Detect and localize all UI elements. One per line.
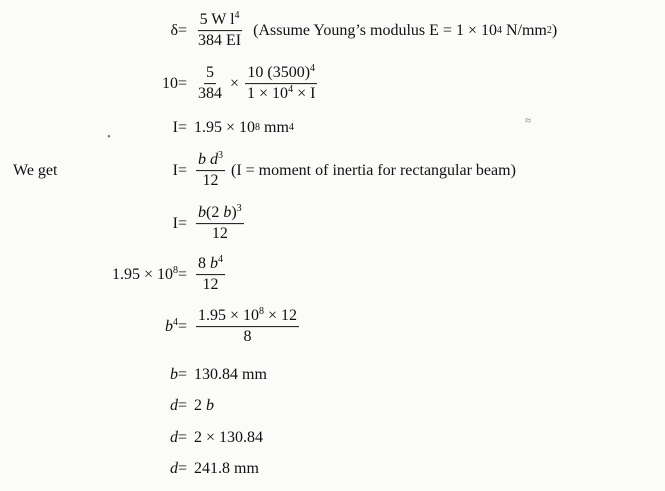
equation-rhs	[194, 151, 516, 191]
equation-row	[0, 114, 665, 142]
equation-lhs	[112, 266, 178, 284]
math-text: N/mm	[501, 22, 547, 39]
math-text: 2 × 130.84	[194, 429, 264, 446]
fraction-denominator	[201, 276, 221, 295]
fraction-numerator	[196, 151, 225, 171]
math-text: 5	[206, 64, 214, 82]
fraction-denominator	[242, 328, 254, 347]
fraction-denominator	[210, 225, 230, 244]
math-text: (I = moment of inertia for rectangular beam)	[227, 162, 516, 179]
math-text: )	[551, 22, 558, 39]
superscript: 4	[234, 10, 240, 22]
equation-rhs	[194, 429, 263, 447]
math-text: I	[172, 119, 178, 136]
math-text: (Assume Young’s modulus E = 1 × 10	[245, 22, 497, 39]
equals-sign: =	[178, 266, 188, 283]
equation-lhs	[170, 397, 178, 415]
math-text: mm	[260, 119, 289, 136]
equals-sign: =	[178, 366, 188, 383]
equals-sign: =	[178, 162, 188, 179]
equation-row	[0, 250, 665, 300]
equation-row	[0, 392, 665, 420]
equation-rhs	[194, 366, 267, 384]
math-text: 5 W l	[199, 11, 235, 29]
math-text: 1.95 × 10	[111, 266, 173, 283]
superscript: 4	[218, 254, 223, 266]
math-text: 2	[194, 397, 206, 414]
math-text: I	[172, 215, 178, 232]
math-text: 10 (3500)	[247, 64, 311, 82]
fraction	[196, 255, 225, 295]
equation-lhs	[165, 318, 178, 336]
equation-rhs	[194, 460, 259, 478]
equation-rhs: $\frac{5 W l^4}{384 EI}$ (Assume Young’s modulus E = 1 × 10 4 N/mm 2 )	[198, 10, 558, 50]
scan-speck: •	[107, 131, 111, 143]
equation-rhs	[194, 307, 301, 347]
math-text: 12	[211, 225, 228, 243]
equation-rhs	[194, 255, 227, 295]
math-text: 10	[162, 75, 178, 92]
math-text: 241.8 mm	[194, 460, 259, 477]
math-text: × 12	[264, 307, 298, 325]
math-text: )	[231, 204, 237, 222]
fraction-numerator	[196, 255, 225, 275]
equation-row	[0, 199, 665, 249]
math-variable: b	[170, 366, 178, 383]
equals-sign: =	[178, 318, 188, 335]
math-variable: d	[170, 429, 178, 446]
fraction-denominator	[201, 172, 221, 191]
fraction-denominator	[196, 85, 224, 104]
math-text: 12	[202, 172, 219, 190]
math-text: δ	[170, 22, 178, 39]
math-text: 8	[198, 255, 210, 273]
equation-rhs: 1.95 × 10 8 mm 4	[194, 119, 294, 136]
math-text: 1.95 × 10	[198, 307, 260, 325]
math-variable: d	[170, 397, 178, 414]
equation-lhs	[170, 22, 178, 40]
equals-sign: =	[178, 460, 188, 477]
equation-row	[0, 6, 665, 56]
superscript: 4	[173, 317, 178, 328]
fraction	[245, 64, 317, 104]
equals-sign: =	[178, 397, 188, 414]
math-text: (2	[206, 204, 224, 222]
superscript: 8	[259, 306, 265, 318]
equals-sign: =	[178, 215, 188, 232]
superscript: 4	[288, 84, 294, 96]
fraction-numerator	[198, 11, 242, 31]
fraction	[196, 64, 224, 104]
fraction	[196, 151, 225, 191]
equation-rhs	[194, 64, 319, 104]
fraction	[196, 307, 299, 347]
fraction-numerator	[245, 64, 317, 84]
superscript: 3	[218, 150, 223, 162]
superscript: 3	[236, 203, 242, 215]
fraction	[196, 204, 244, 244]
math-text: 384	[198, 85, 222, 103]
math-text: 130.84 mm	[194, 366, 267, 383]
equation-row	[0, 58, 665, 110]
equals-sign: =	[178, 429, 188, 446]
math-text: 8	[243, 328, 252, 346]
math-variable: b	[223, 204, 232, 222]
math-text: 1.95 × 10	[194, 119, 256, 136]
math-text: 1 × 10	[247, 85, 289, 103]
equation-row	[0, 455, 665, 483]
math-text: × I	[293, 85, 316, 103]
math-text: 384 EI	[198, 32, 242, 50]
equation-lhs	[170, 366, 178, 384]
math-text: ×	[226, 75, 244, 92]
fraction	[196, 11, 243, 51]
equation-lhs	[170, 460, 178, 478]
fraction-denominator	[245, 85, 317, 104]
superscript: 4	[310, 63, 316, 75]
equals-sign: =	[178, 75, 188, 92]
lead-text: We get	[13, 162, 58, 179]
fraction-numerator	[196, 204, 244, 224]
equation-rhs	[194, 397, 214, 415]
equation-row	[0, 424, 665, 452]
fraction-numerator	[204, 64, 216, 84]
math-variable: b	[198, 204, 206, 222]
math-text: I	[172, 162, 178, 179]
math-text: 12	[202, 276, 219, 294]
equation-rhs	[194, 204, 246, 244]
math-variable: b	[206, 397, 214, 414]
math-variable: d	[170, 460, 178, 477]
math-variable: b d	[198, 151, 218, 169]
math-variable: b	[165, 318, 173, 335]
fraction-numerator	[196, 307, 299, 327]
equation-lhs	[162, 75, 178, 93]
equals-sign: =	[178, 22, 188, 39]
equation-row	[0, 302, 665, 352]
math-variable: b	[210, 255, 218, 273]
fraction-denominator	[196, 32, 243, 51]
equation-lhs	[170, 429, 178, 447]
superscript: 8	[173, 265, 178, 276]
equals-sign: =	[178, 119, 188, 136]
equation-row	[0, 146, 665, 196]
equation-row	[0, 361, 665, 389]
scan-speck: ≈	[525, 115, 532, 127]
